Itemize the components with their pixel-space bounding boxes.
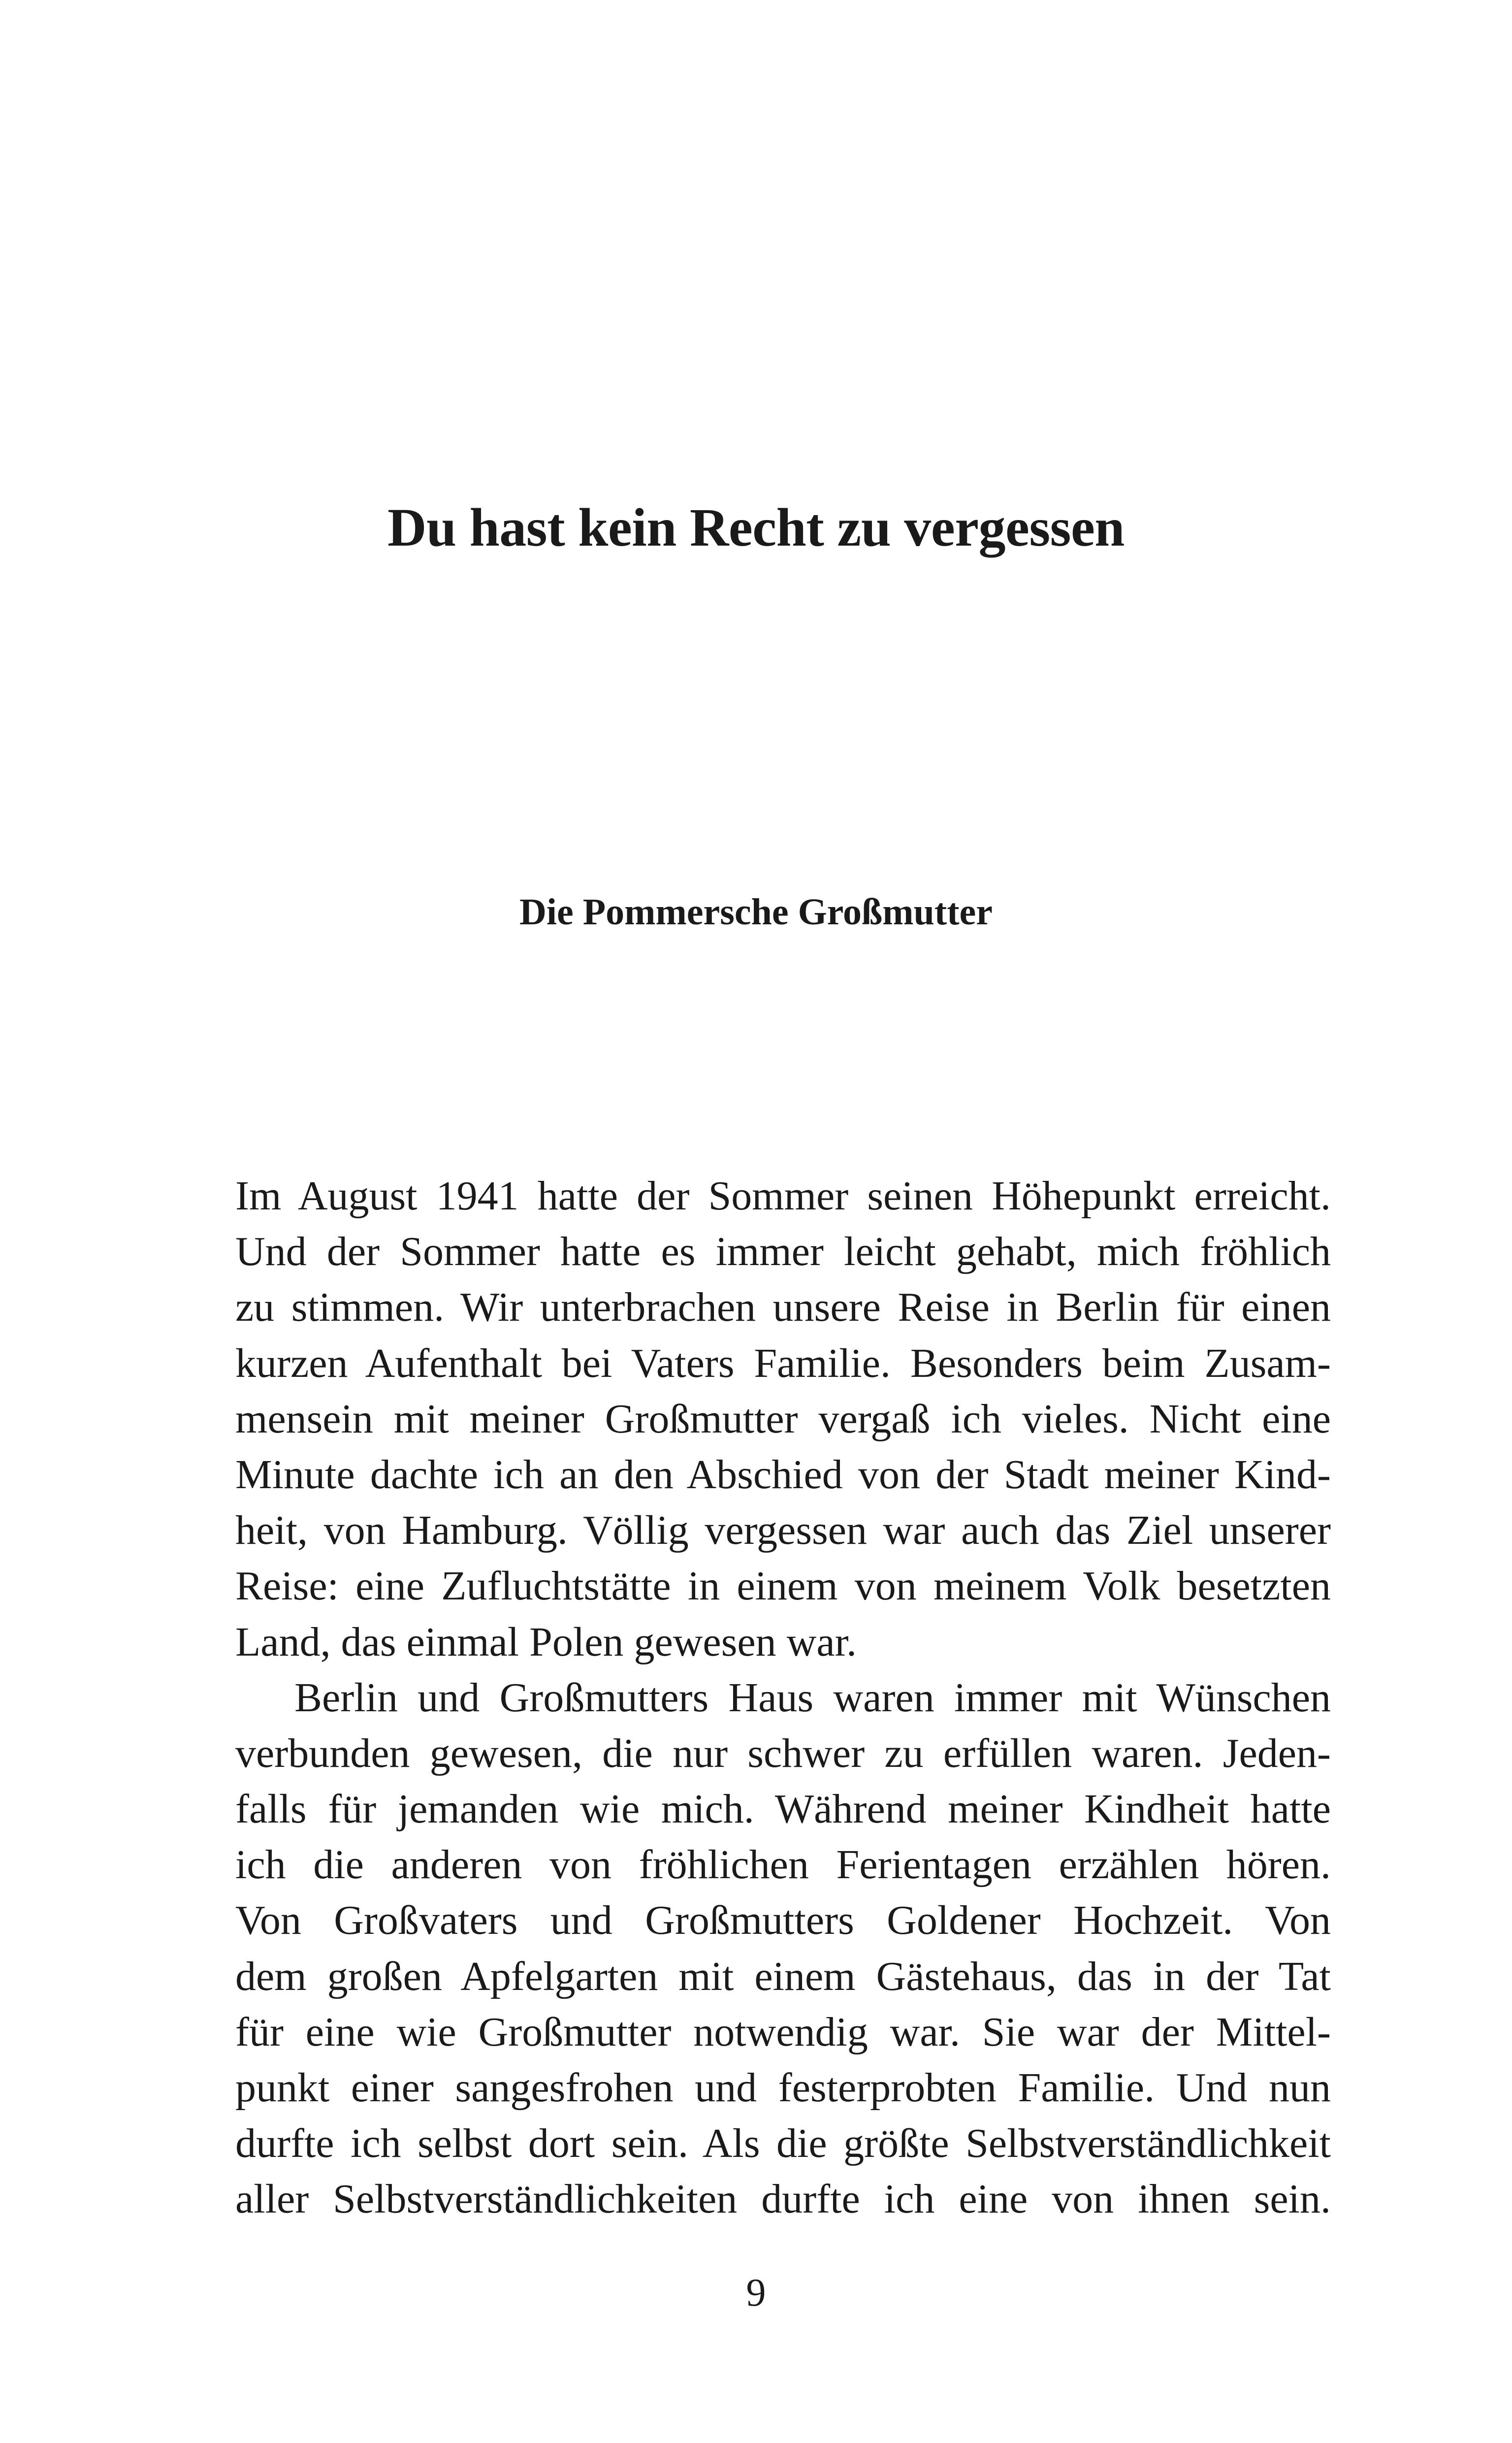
text-line: Reise: eine Zufluchtstätte in einem von meinem Volk besetzten xyxy=(235,1563,1331,1609)
text-line: falls für jemanden wie mich. Während meiner Kindheit hatte xyxy=(235,1786,1331,1832)
text-line: heit, von Hamburg. Völlig vergessen war auch das Ziel unserer xyxy=(235,1507,1331,1554)
text-line: Land, das einmal Polen gewesen war. xyxy=(235,1619,857,1665)
text-line: mensein mit meiner Großmutter vergaß ich vieles. Nicht eine xyxy=(235,1396,1331,1442)
text-line: zu stimmen. Wir unterbrachen unsere Reise in Berlin für einen xyxy=(235,1284,1331,1331)
text-line: ich die anderen von fröhlichen Ferientagen erzählen hören. xyxy=(235,1842,1331,1888)
text-line: verbunden gewesen, die nur schwer zu erfüllen waren. Jeden- xyxy=(235,1730,1331,1776)
text-line: Minute dachte ich an den Abschied von der Stadt meiner Kind- xyxy=(235,1451,1331,1498)
text-line: Im August 1941 hatte der Sommer seinen Höhepunkt erreicht. xyxy=(235,1173,1331,1219)
text-line: Und der Sommer hatte es immer leicht gehabt, mich fröhlich xyxy=(235,1229,1331,1275)
page-number: 9 xyxy=(746,2271,766,2314)
text-line: dem großen Apfelgarten mit einem Gästehaus, das in der Tat xyxy=(235,1953,1331,1999)
section-title: Die Pommersche Großmutter xyxy=(519,891,993,933)
paragraph-1 xyxy=(235,1168,1331,1670)
paragraph-2 xyxy=(235,1670,1331,2227)
text-line: Von Großvaters und Großmutters Goldener Hochzeit. Von xyxy=(235,1897,1331,1944)
text-line: punkt einer sangesfrohen und festerprobten Familie. Und nun xyxy=(235,2065,1331,2111)
text-line: kurzen Aufenthalt bei Vaters Familie. Besonders beim Zusam- xyxy=(235,1340,1331,1386)
text-line: Berlin und Großmutters Haus waren immer mit Wünschen xyxy=(294,1674,1331,1721)
text-line: durfte ich selbst dort sein. Als die größte Selbstverständlichkeit xyxy=(235,2120,1331,2167)
text-line: für eine wie Großmutter notwendig war. Sie war der Mittel- xyxy=(235,2009,1331,2055)
chapter-title: Du hast kein Recht zu vergessen xyxy=(387,497,1125,557)
text-line: aller Selbstverständlichkeiten durfte ich eine von ihnen sein. xyxy=(235,2176,1331,2222)
body-text xyxy=(235,1168,1331,2227)
